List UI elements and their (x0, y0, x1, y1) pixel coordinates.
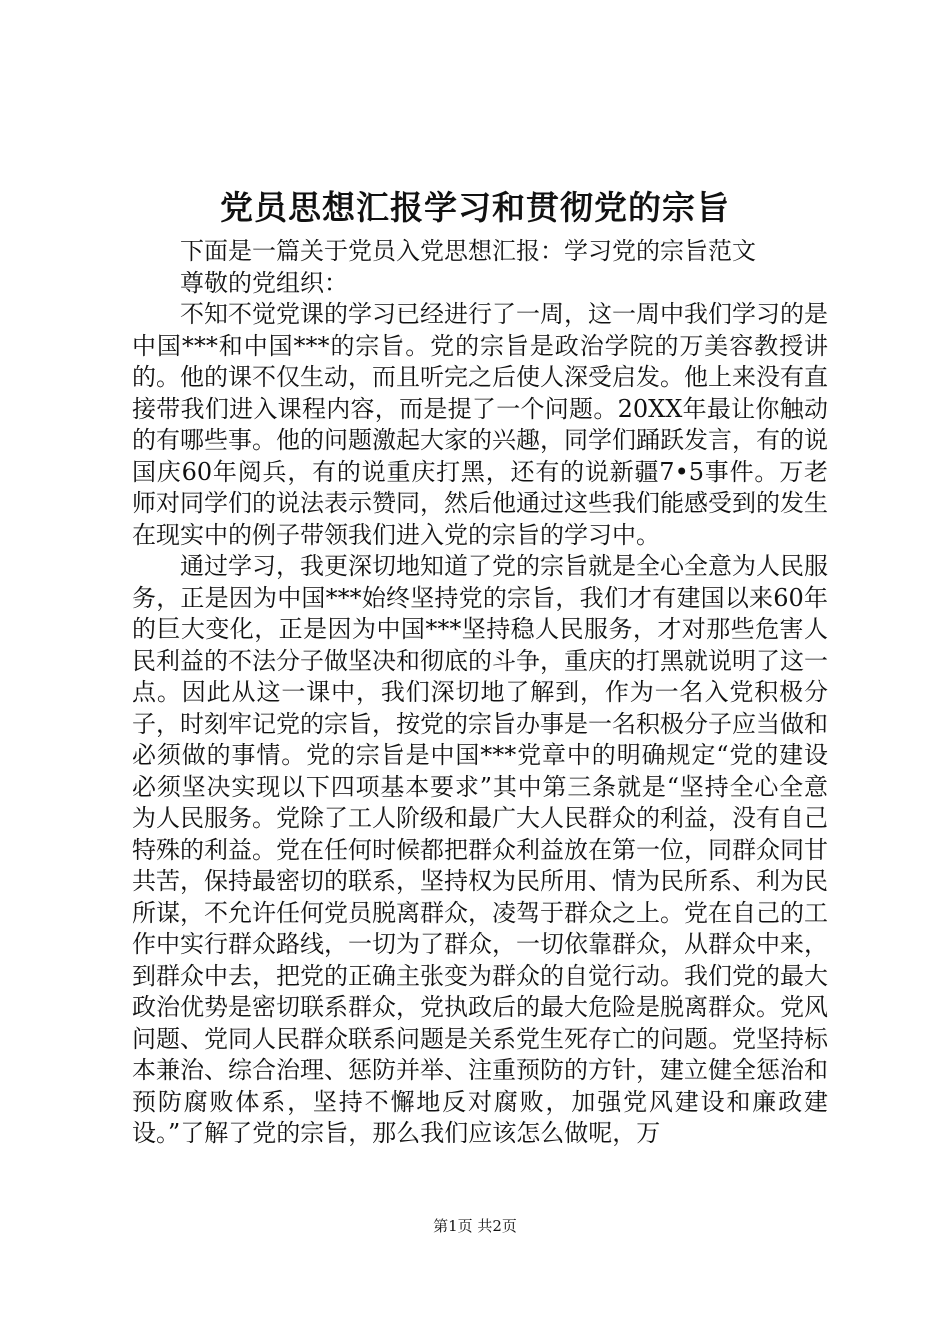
document-title: 党员思想汇报学习和贯彻党的宗旨 (220, 188, 730, 227)
document-body (132, 236, 828, 1150)
body-paragraph-1: 不知不觉党课的学习已经进行了一周，这一周中我们学习的是中国***和中国***的宗旨。党的宗旨是政治学院的万美容教授讲的。他的课不仅生动，而且听完之后使人深受启发。他上来没有直接带我们进入课程内容，而是提了一个问题。20XX年最让你触动的有哪些事。他的问题激起大家的兴趣，同学们踊跃发言，有的说国庆60年阅兵，有的说重庆打黑，还有的说新疆7•5事件。万老师对同学们的说法表示赞同，然后他通过这些我们能感受到的发生在现实中的例子带领我们进入党的宗旨的学习中。 (132, 300, 828, 549)
page-footer: 第1页 共2页 (433, 1217, 517, 1235)
intro-paragraph: 下面是一篇关于党员入党思想汇报：学习党的宗旨范文 (180, 237, 756, 265)
salutation: 尊敬的党组织： (180, 268, 348, 297)
body-paragraph-2: 通过学习，我更深切地知道了党的宗旨就是全心全意为人民服务，正是因为中国***始终坚持党的宗旨，我们才有建国以来60年的巨大变化，正是因为中国***坚持稳人民服务，才对那些危害人民利益的不法分子做坚决和彻底的斗争，重庆的打黑就说明了这一点。因此从这一课中，我们深切地了解到，作为一名入党积极分子，时刻牢记党的宗旨，按党的宗旨办事是一名积极分子应当做和必须做的事情。党的宗旨是中国***党章中的明确规定“党的建设必须坚决实现以下四项基本要求”其中第三条就是“坚持全心全意为人民服务。党除了工人阶级和最广大人民群众的利益，没有自己特殊的利益。党在任何时候都把群众利益放在第一位，同群众同甘共苦，保持最密切的联系，坚持权为民所用、情为民所系、利为民所谋，不允许任何党员脱离群众，凌驾于群众之上。党在自己的工作中实行群众路线，一切为了群众，一切依靠群众，从群众中来，到群众中去，把党的正确主张变为群众的自觉行动。我们党的最大政治优势是密切联系群众，党执政后的最大危险是脱离群众。党风问题、党同人民群众联系问题是关系党生死存亡的问题。党坚持标本兼治、综合治理、惩防并举、注重预防的方针，建立健全惩治和预防腐败体系，坚持不懈地反对腐败，加强党风建设和廉政建设。”了解了党的宗旨，那么我们应该怎么做呢，万 (132, 552, 828, 1147)
